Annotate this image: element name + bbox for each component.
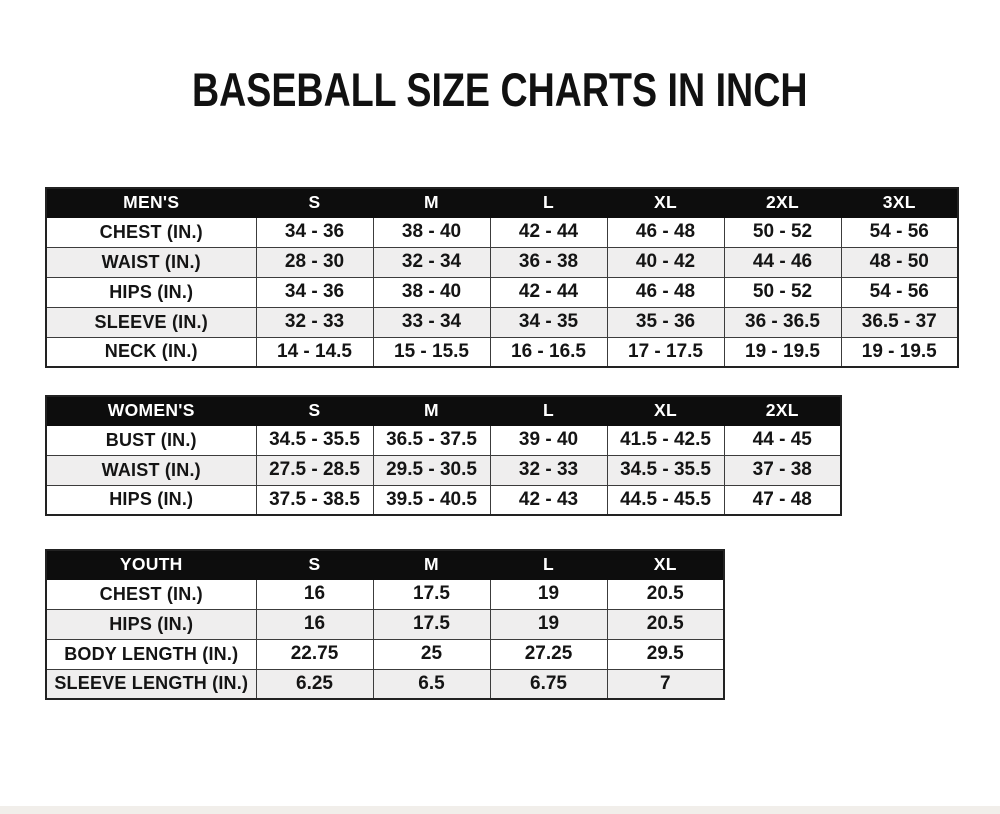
- size-value-cell: 33 - 34: [373, 307, 490, 337]
- table-row: [46, 307, 958, 337]
- row-label: WAIST (IN.): [46, 455, 256, 485]
- size-value-cell: 25: [373, 639, 490, 669]
- column-header: XL: [607, 550, 724, 579]
- size-value-cell: 42 - 44: [490, 277, 607, 307]
- size-value-cell: 41.5 - 42.5: [607, 425, 724, 455]
- column-header: S: [256, 396, 373, 425]
- size-value-cell: 19: [490, 579, 607, 609]
- size-value-cell: 16: [256, 609, 373, 639]
- size-value-cell: 34 - 35: [490, 307, 607, 337]
- size-value-cell: 27.25: [490, 639, 607, 669]
- size-value-cell: 40 - 42: [607, 247, 724, 277]
- header-row: [46, 188, 958, 217]
- size-value-cell: 39.5 - 40.5: [373, 485, 490, 515]
- size-value-cell: 35 - 36: [607, 307, 724, 337]
- size-value-cell: 27.5 - 28.5: [256, 455, 373, 485]
- size-value-cell: 28 - 30: [256, 247, 373, 277]
- size-charts-container: [45, 187, 1000, 700]
- size-value-cell: 34.5 - 35.5: [256, 425, 373, 455]
- row-label: BODY LENGTH (IN.): [46, 639, 256, 669]
- header-row: [46, 396, 841, 425]
- size-value-cell: 42 - 44: [490, 217, 607, 247]
- column-header: 2XL: [724, 188, 841, 217]
- size-value-cell: 7: [607, 669, 724, 699]
- size-value-cell: 36.5 - 37.5: [373, 425, 490, 455]
- size-value-cell: 32 - 33: [256, 307, 373, 337]
- table-row: [46, 485, 841, 515]
- size-value-cell: 16: [256, 579, 373, 609]
- mens-size-chart: [45, 187, 959, 368]
- column-header: S: [256, 188, 373, 217]
- size-value-cell: 44.5 - 45.5: [607, 485, 724, 515]
- size-value-cell: 19: [490, 609, 607, 639]
- table-title-cell: YOUTH: [46, 550, 256, 579]
- size-value-cell: 50 - 52: [724, 217, 841, 247]
- size-value-cell: 48 - 50: [841, 247, 958, 277]
- size-value-cell: 19 - 19.5: [724, 337, 841, 367]
- size-value-cell: 6.5: [373, 669, 490, 699]
- row-label: NECK (IN.): [46, 337, 256, 367]
- size-value-cell: 19 - 19.5: [841, 337, 958, 367]
- size-value-cell: 22.75: [256, 639, 373, 669]
- column-header: S: [256, 550, 373, 579]
- table-title-cell: WOMEN'S: [46, 396, 256, 425]
- table-row: [46, 337, 958, 367]
- size-value-cell: 20.5: [607, 579, 724, 609]
- table-title-cell: MEN'S: [46, 188, 256, 217]
- size-value-cell: 36 - 38: [490, 247, 607, 277]
- size-value-cell: 47 - 48: [724, 485, 841, 515]
- size-value-cell: 54 - 56: [841, 277, 958, 307]
- table-row: [46, 217, 958, 247]
- size-value-cell: 34 - 36: [256, 277, 373, 307]
- size-value-cell: 50 - 52: [724, 277, 841, 307]
- row-label: HIPS (IN.): [46, 609, 256, 639]
- youth-size-table: [45, 549, 1000, 700]
- size-value-cell: 46 - 48: [607, 277, 724, 307]
- column-header: 3XL: [841, 188, 958, 217]
- womens-size-chart: [45, 395, 842, 516]
- size-value-cell: 32 - 34: [373, 247, 490, 277]
- womens-size-table: [45, 395, 1000, 516]
- column-header: XL: [607, 188, 724, 217]
- size-value-cell: 36 - 36.5: [724, 307, 841, 337]
- column-header: L: [490, 550, 607, 579]
- size-value-cell: 42 - 43: [490, 485, 607, 515]
- size-value-cell: 34.5 - 35.5: [607, 455, 724, 485]
- mens-size-table: [45, 187, 1000, 368]
- column-header: L: [490, 396, 607, 425]
- size-value-cell: 6.75: [490, 669, 607, 699]
- title-container: [0, 62, 1000, 117]
- size-value-cell: 6.25: [256, 669, 373, 699]
- row-label: SLEEVE (IN.): [46, 307, 256, 337]
- size-value-cell: 34 - 36: [256, 217, 373, 247]
- size-value-cell: 37 - 38: [724, 455, 841, 485]
- size-value-cell: 39 - 40: [490, 425, 607, 455]
- size-value-cell: 17 - 17.5: [607, 337, 724, 367]
- table-row: [46, 277, 958, 307]
- row-label: SLEEVE LENGTH (IN.): [46, 669, 256, 699]
- row-label: CHEST (IN.): [46, 217, 256, 247]
- size-value-cell: 38 - 40: [373, 217, 490, 247]
- table-row: [46, 247, 958, 277]
- table-row: [46, 579, 724, 609]
- size-value-cell: 54 - 56: [841, 217, 958, 247]
- row-label: BUST (IN.): [46, 425, 256, 455]
- size-value-cell: 44 - 46: [724, 247, 841, 277]
- table-row: [46, 669, 724, 699]
- size-value-cell: 32 - 33: [490, 455, 607, 485]
- size-value-cell: 36.5 - 37: [841, 307, 958, 337]
- row-label: HIPS (IN.): [46, 277, 256, 307]
- column-header: M: [373, 188, 490, 217]
- size-value-cell: 15 - 15.5: [373, 337, 490, 367]
- size-value-cell: 38 - 40: [373, 277, 490, 307]
- size-value-cell: 16 - 16.5: [490, 337, 607, 367]
- table-row: [46, 455, 841, 485]
- size-value-cell: 20.5: [607, 609, 724, 639]
- column-header: M: [373, 396, 490, 425]
- size-value-cell: 17.5: [373, 609, 490, 639]
- row-label: WAIST (IN.): [46, 247, 256, 277]
- size-value-cell: 29.5 - 30.5: [373, 455, 490, 485]
- size-value-cell: 17.5: [373, 579, 490, 609]
- row-label: CHEST (IN.): [46, 579, 256, 609]
- size-value-cell: 29.5: [607, 639, 724, 669]
- table-row: [46, 639, 724, 669]
- table-row: [46, 609, 724, 639]
- table-row: [46, 425, 841, 455]
- size-value-cell: 44 - 45: [724, 425, 841, 455]
- page-title: BASEBALL SIZE CHARTS IN INCH: [192, 63, 808, 116]
- row-label: HIPS (IN.): [46, 485, 256, 515]
- header-row: [46, 550, 724, 579]
- youth-size-chart: [45, 549, 725, 700]
- column-header: L: [490, 188, 607, 217]
- column-header: 2XL: [724, 396, 841, 425]
- column-header: M: [373, 550, 490, 579]
- size-value-cell: 14 - 14.5: [256, 337, 373, 367]
- bottom-shade-strip: [0, 806, 1000, 814]
- column-header: XL: [607, 396, 724, 425]
- size-value-cell: 37.5 - 38.5: [256, 485, 373, 515]
- size-value-cell: 46 - 48: [607, 217, 724, 247]
